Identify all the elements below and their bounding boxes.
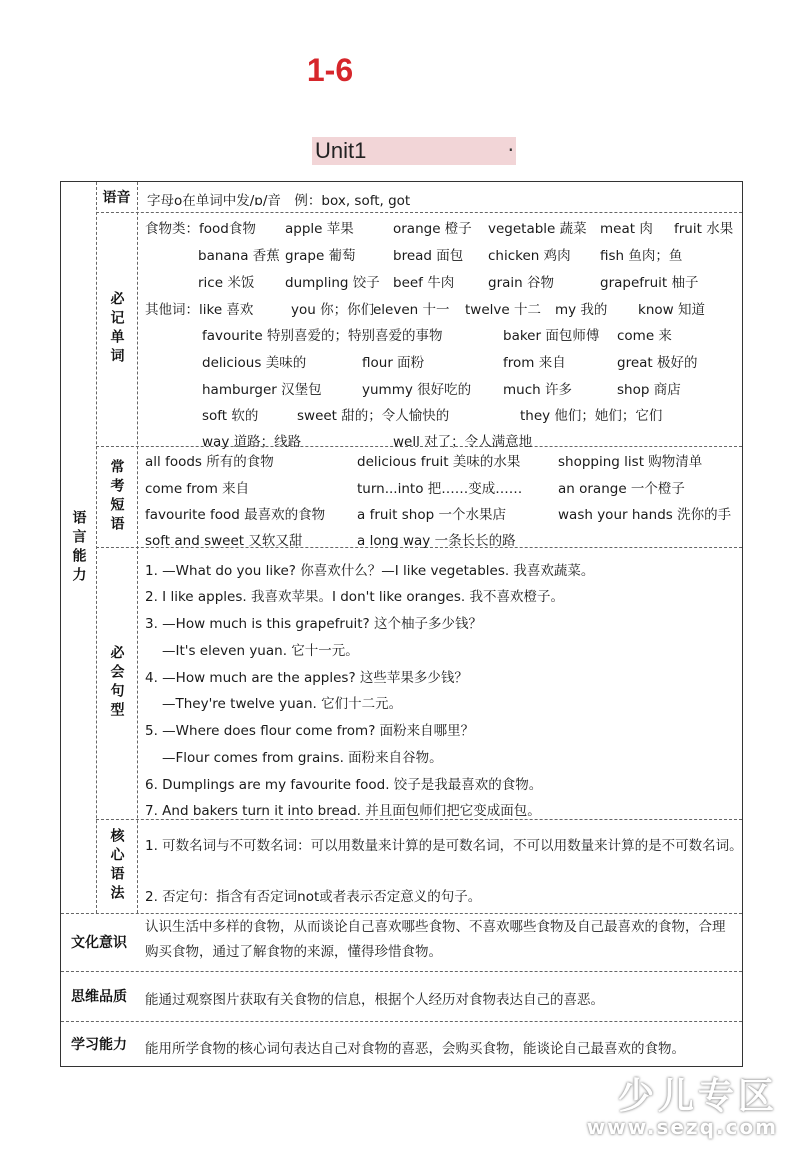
word-entry: eleven 十一 [373, 302, 450, 318]
unit-title-dot: · [507, 138, 514, 162]
phrase-entry: shopping list 购物清单 [558, 454, 703, 470]
phrase-entry: all foods 所有的食物 [145, 454, 274, 470]
word-entry: twelve 十二 [465, 302, 541, 318]
learning-text: 能用所学食物的核心词句表达自己对食物的喜恶，会购买食物，能谈论自己最喜欢的食物。 [145, 1041, 685, 1057]
thinking-text: 能通过观察图片获取有关食物的信息，根据个人经历对食物表达自己的喜恶。 [145, 992, 604, 1008]
word-entry: dumpling 饺子 [285, 275, 380, 291]
word-entry: sweet 甜的；令人愉快的 [297, 408, 450, 424]
sentence-line: 4. —How much are the apples? 这些苹果多少钱？ [145, 670, 468, 686]
word-entry: 其他词：like 喜欢 [145, 302, 254, 318]
word-entry: from 来自 [503, 355, 566, 371]
word-entry: chicken 鸡肉 [488, 248, 571, 264]
word-entry: apple 苹果 [285, 221, 354, 237]
word-entry: favourite 特别喜爱的；特别喜爱的事物 [202, 328, 443, 344]
unit-title-banner [312, 137, 516, 165]
grammar-line: 1. 可数名词与不可数名词：可以用数量来计算的是可数名词，不可以用数量来计算的是不可数名词。 [145, 838, 743, 854]
phrase-entry: a fruit shop 一个水果店 [357, 507, 506, 523]
word-entry: you 你；你们 [291, 302, 375, 318]
word-entry: beef 牛肉 [393, 275, 455, 291]
category-thinking: 思维品质 [71, 989, 127, 1005]
word-entry: vegetable 蔬菜 [488, 221, 587, 237]
page-number: 1-6 [306, 52, 354, 88]
word-entry: meat 肉 [600, 221, 653, 237]
subcategory-grammar: 核心语法 [108, 828, 125, 904]
word-entry: soft 软的 [202, 408, 259, 424]
sentence-line: 7. And bakers turn it into bread. 并且面包师们把它变成面包。 [145, 803, 541, 819]
phrase-entry: an orange 一个橙子 [558, 481, 685, 497]
phrase-entry: a long way 一条长长的路 [357, 533, 516, 549]
unit-title: Unit1 [315, 138, 367, 163]
sentence-line: —Flour comes from grains. 面粉来自谷物。 [162, 750, 443, 766]
word-entry: baker 面包师傅 [503, 328, 600, 344]
sentence-line: —They're twelve yuan. 它们十二元。 [162, 696, 403, 712]
word-entry: much 许多 [503, 382, 572, 398]
sentence-line: —It's eleven yuan. 它十一元。 [162, 643, 359, 659]
category-learning: 学习能力 [71, 1036, 127, 1053]
phrase-entry: favourite food 最喜欢的食物 [145, 507, 326, 523]
word-entry: great 极好的 [617, 355, 698, 371]
grammar-line: 2. 否定句：指含有否定词not或者表示否定意义的句子。 [145, 889, 482, 905]
culture-text: 认识生活中多样的食物，从而谈论自己喜欢哪些食物、不喜欢哪些食物及自己最喜欢的食物，合理购买食物，通过了解食物的来源，懂得珍惜食物。 [145, 919, 726, 960]
word-entry: they 他们；她们；它们 [520, 408, 663, 424]
subcategory-words: 必记单词 [108, 291, 125, 367]
word-entry: rice 米饭 [198, 275, 255, 291]
phrase-entry: come from 来自 [145, 481, 250, 497]
sentence-line: 5. —Where does flour come from? 面粉来自哪里？ [145, 723, 475, 739]
sentence-line: 6. Dumplings are my favourite food. 饺子是我最喜欢的食物。 [145, 777, 543, 793]
word-entry: fruit 水果 [674, 221, 734, 237]
sentence-line: 1. —What do you like? 你喜欢什么？—I like vegetables. 我喜欢蔬菜。 [145, 563, 595, 579]
word-entry: well 对了；令人满意地 [393, 434, 533, 450]
word-entry: come 来 [617, 328, 672, 344]
watermark-url: www.sezq.com [586, 1115, 778, 1139]
word-entry: my 我的 [555, 302, 608, 318]
word-entry: grape 葡萄 [285, 248, 356, 264]
watermark [587, 1068, 778, 1139]
phrase-entry: soft and sweet 又软又甜 [145, 533, 303, 549]
word-entry: hamburger 汉堡包 [202, 382, 322, 398]
word-entry: delicious 美味的 [202, 355, 307, 371]
word-entry: orange 橙子 [393, 221, 472, 237]
watermark-logo-text: 少儿专区 [617, 1076, 778, 1117]
subcategory-sentences: 必会句型 [108, 645, 125, 721]
knowledge-table [60, 181, 743, 1067]
word-entry: way 道路；线路 [202, 434, 302, 450]
word-entry: flour 面粉 [362, 355, 425, 371]
phrase-entry: turn...into 把……变成…… [357, 481, 523, 497]
category-culture: 文化意识 [71, 935, 127, 951]
word-entry: yummy 很好吃的 [362, 382, 472, 398]
subcategory-phrases: 常考短语 [108, 458, 125, 535]
word-entry: 食物类：food食物 [145, 221, 256, 237]
word-entry: banana 香蕉 [198, 248, 280, 264]
word-entry: grapefruit 柚子 [600, 275, 699, 291]
word-entry: grain 谷物 [488, 275, 554, 291]
subcategory-phonetics: 语音 [102, 190, 131, 206]
phonetics-text: 字母o在单词中发/ɒ/音 例：box, soft, got [147, 193, 411, 209]
sentence-line: 2. I like apples. 我喜欢苹果。I don't like oranges. 我不喜欢橙子。 [145, 589, 564, 605]
word-entry: fish 鱼肉；鱼 [600, 248, 683, 264]
word-entry: know 知道 [638, 302, 705, 318]
word-entry: shop 商店 [617, 382, 681, 398]
phrase-entry: delicious fruit 美味的水果 [357, 454, 521, 470]
sentence-line: 3. —How much is this grapefruit? 这个柚子多少钱？ [145, 616, 483, 632]
word-entry: bread 面包 [393, 248, 464, 264]
category-language-ability: 语言能力 [70, 509, 87, 586]
phrase-entry: wash your hands 洗你的手 [558, 507, 732, 523]
